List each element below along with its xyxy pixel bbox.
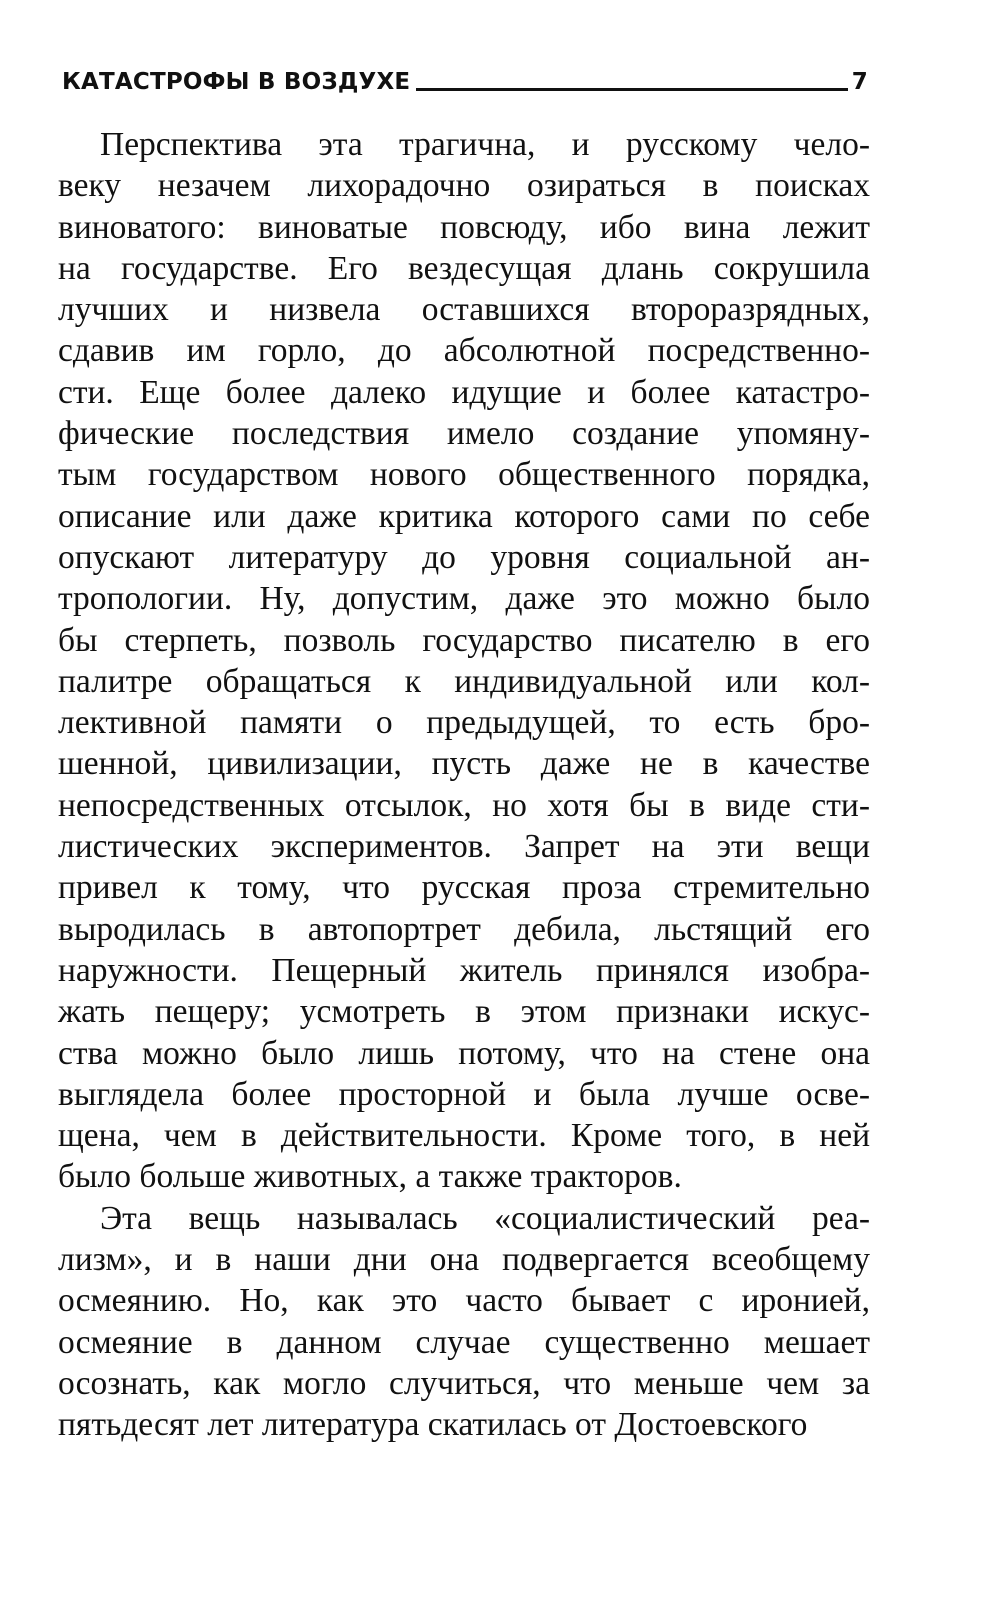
text-line: привел к тому, что русская проза стремительно (58, 869, 870, 907)
text-line: палитре обращаться к индивидуальной или кол- (58, 662, 870, 700)
page-number: 7 (851, 69, 868, 95)
text-line: бы стерпеть, позволь государство писателю в его (58, 621, 870, 659)
text-line: сти. Еще более далеко идущие и более катастро- (58, 373, 870, 411)
text-line: листических экспериментов. Запрет на эти вещи (58, 828, 870, 866)
running-header (62, 54, 868, 94)
text-line: веку незачем лихорадочно озираться в поисках (58, 167, 870, 205)
text-line: тым государством нового общественного порядка, (58, 456, 870, 494)
text-line: пятьдесят лет литература скатилась от Достоевского (58, 1406, 808, 1444)
text-line: щена, чем в действительности. Кроме того, в ней (58, 1117, 870, 1155)
paragraph (58, 124, 870, 1198)
text-line: Эта вещь называлась «социалистический реа- (100, 1199, 870, 1237)
text-line: наружности. Пещерный житель принялся изобра- (58, 951, 870, 989)
text-line: лективной памяти о предыдущей, то есть бро- (58, 704, 870, 742)
text-line: опускают литературу до уровня социальной ан- (58, 538, 870, 576)
text-line: на государстве. Его вездесущая длань сокрушила (58, 249, 870, 287)
running-title: КАТАСТРОФЫ В ВОЗДУХЕ (62, 69, 411, 95)
text-line: Перспектива эта трагична, и русскому чело- (100, 126, 870, 163)
text-line: лучших и низвела оставшихся второразрядных, (58, 291, 870, 329)
text-line: выродилась в автопортрет дебила, льстящий его (58, 910, 870, 948)
text-line: фические последствия имело создание упомяну- (58, 415, 870, 453)
text-line: непосредственных отсылок, но хотя бы в виде сти- (58, 786, 870, 824)
text-line: жать пещеру; усмотреть в этом признаки искус- (58, 993, 870, 1031)
text-line: лизм», и в наши дни она подвергается всеобщему (58, 1241, 870, 1279)
text-line: выглядела более просторной и была лучше осве- (58, 1075, 870, 1113)
text-line: тропологии. Ну, допустим, даже это можно было (58, 580, 870, 618)
text-line: осмеяние в данном случае существенно мешает (58, 1323, 870, 1361)
text-line: осознать, как могло случиться, что меньше чем за (58, 1364, 870, 1402)
body-text (58, 124, 870, 1446)
paragraph (58, 1198, 870, 1446)
text-line: виноватого: виноватые повсюду, ибо вина лежит (58, 208, 870, 246)
text-line: шенной, цивилизации, пусть даже не в качестве (58, 745, 870, 783)
text-line: было больше животных, а также тракторов. (58, 1158, 682, 1196)
header-rule (416, 88, 847, 91)
text-line: описание или даже критика которого сами по себе (58, 497, 870, 535)
text-line: сдавив им горло, до абсолютной посредственно- (58, 332, 870, 370)
text-line: ства можно было лишь потому, что на стене она (58, 1034, 870, 1072)
text-line: осмеянию. Но, как это часто бывает с иронией, (58, 1282, 870, 1320)
